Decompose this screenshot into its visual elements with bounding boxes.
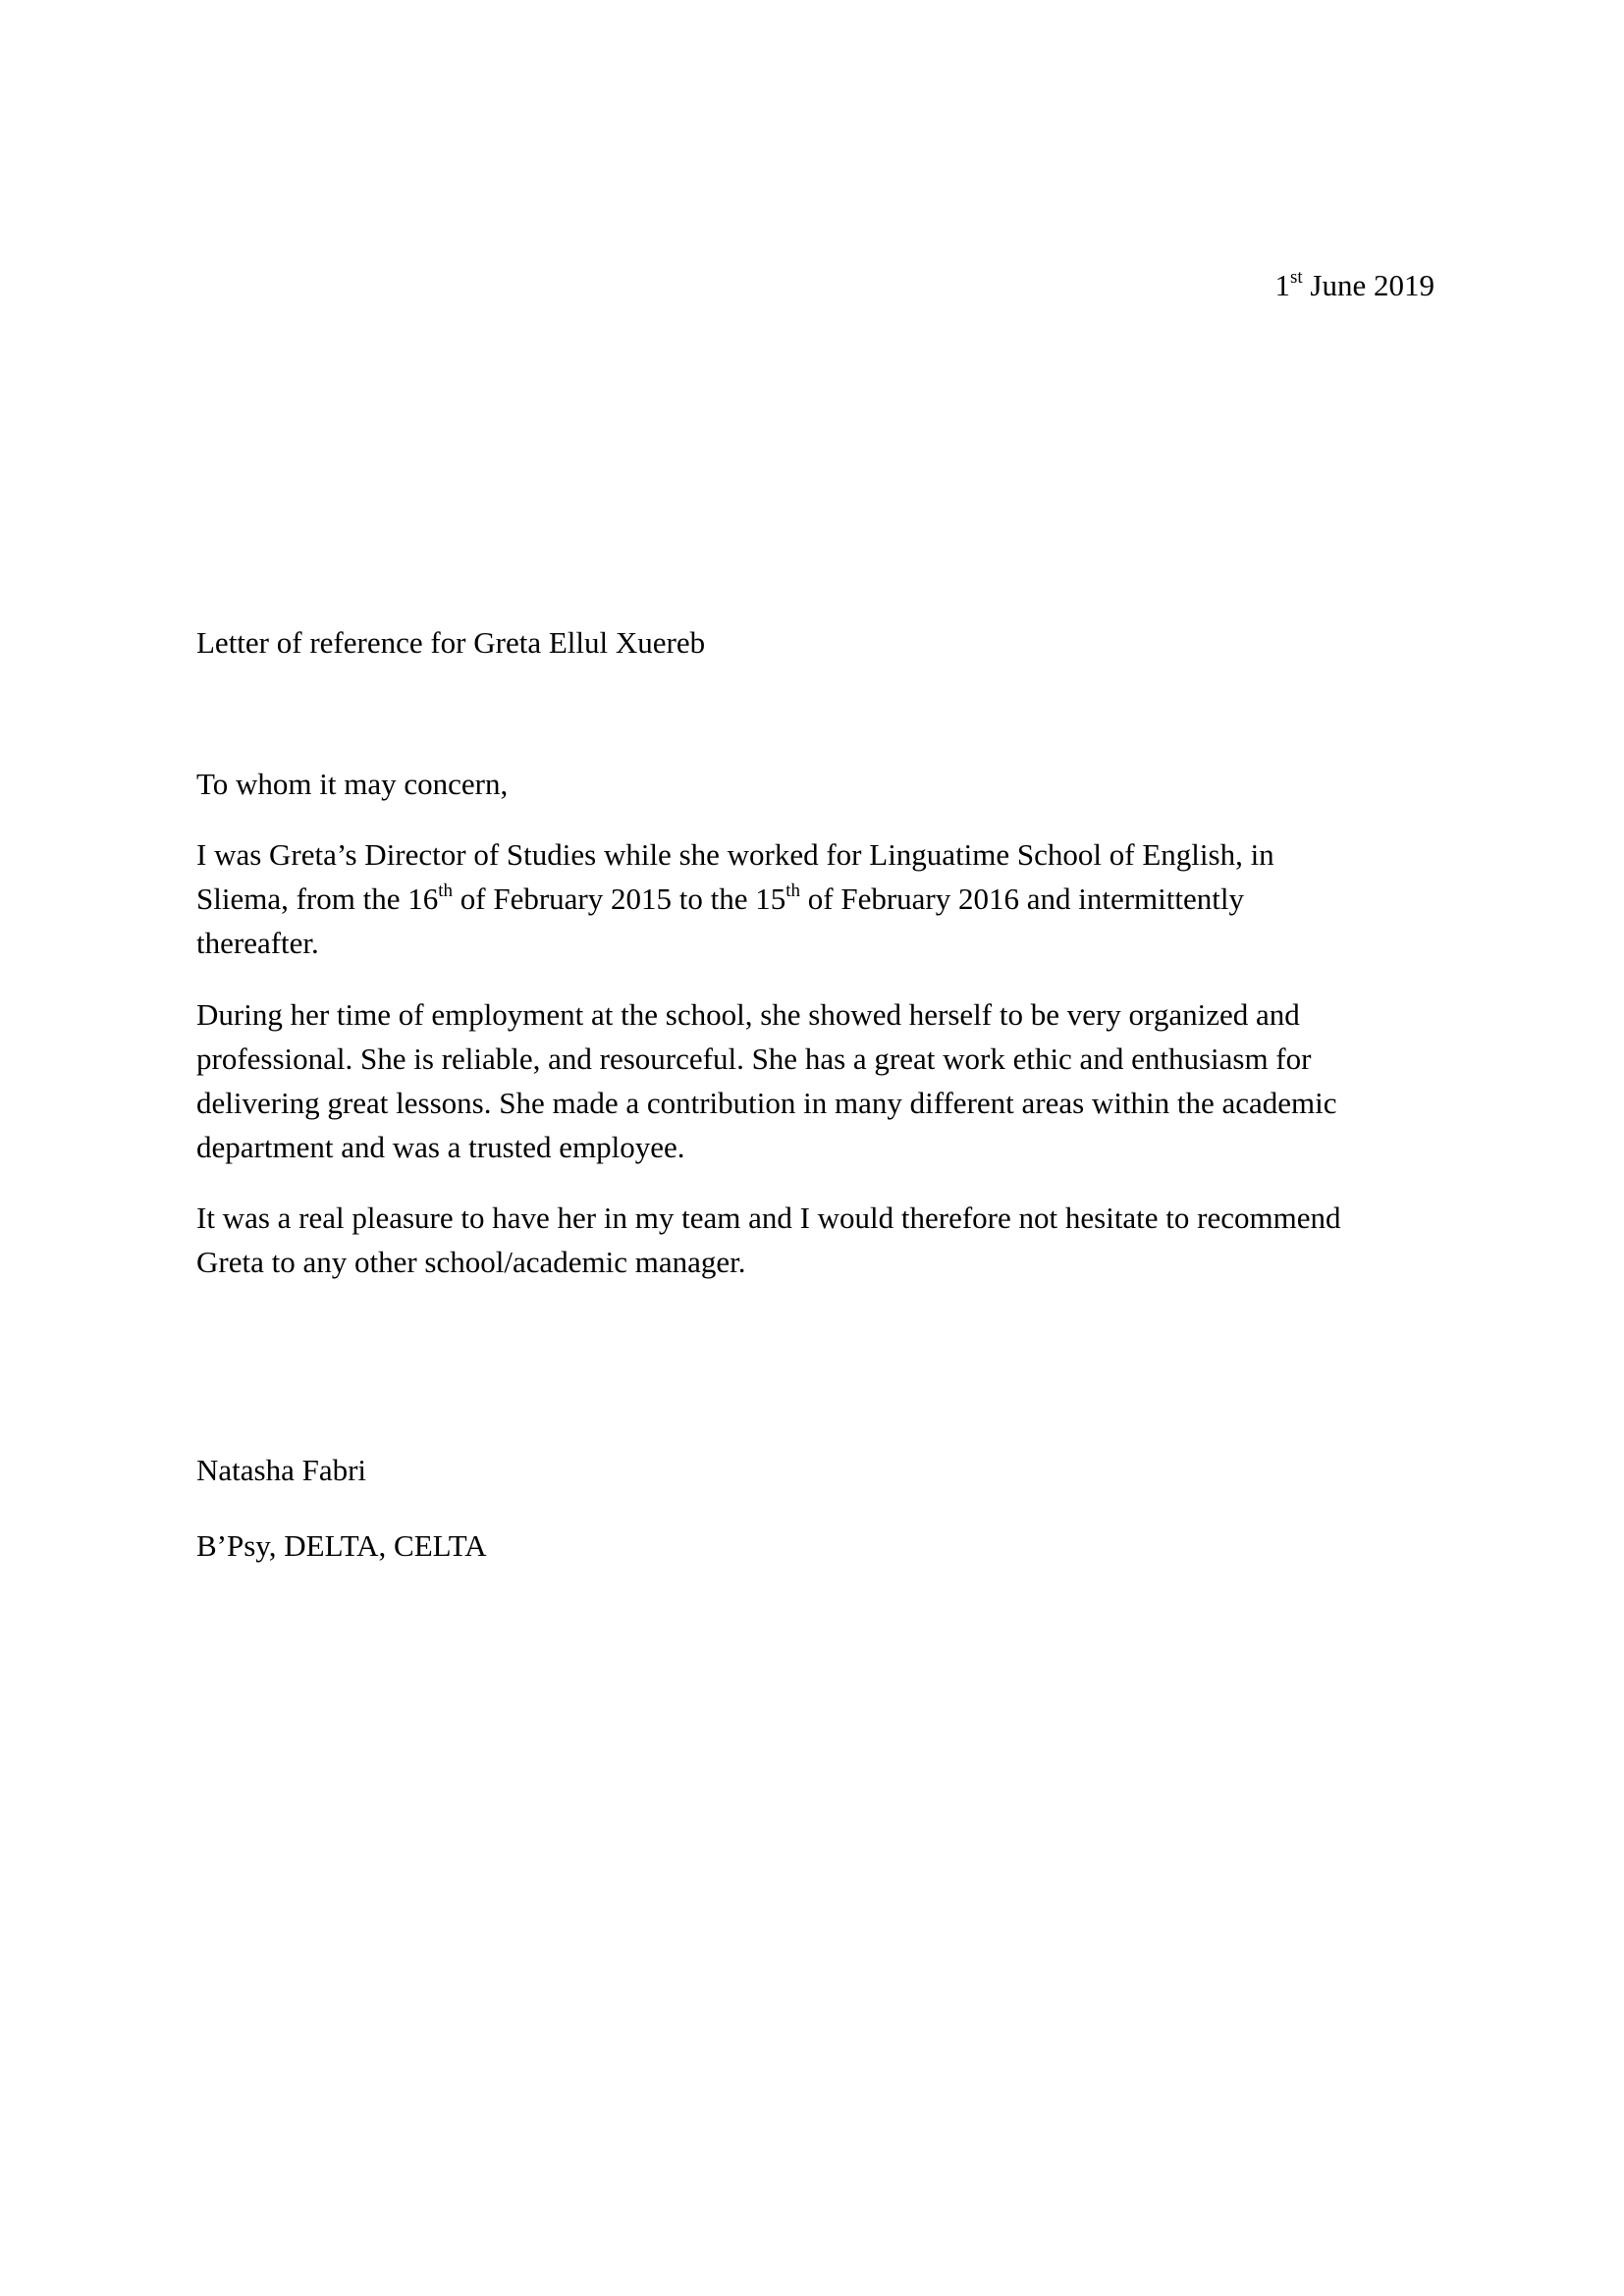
- paragraph-line: During her time of employment at the school, she showed herself to be very organized and: [196, 997, 1300, 1032]
- letter-salutation: To whom it may concern,: [196, 767, 509, 801]
- letter-subject: Letter of reference for Greta Ellul Xuereb: [196, 625, 706, 660]
- paragraph-line: I was Greta’s Director of Studies while she worked for Linguatime School of English, in: [196, 837, 1274, 872]
- paragraph-line: department and was a trusted employee.: [196, 1130, 685, 1164]
- signatory-name: Natasha Fabri: [196, 1453, 367, 1487]
- paragraph-line: [196, 877, 1435, 921]
- paragraph-recommendation: [196, 1196, 1435, 1284]
- paragraph-line: Greta to any other school/academic manager.: [196, 1245, 746, 1279]
- paragraph-line: professional. She is reliable, and resourceful. She has a great work ethic and enthusiasm for: [196, 1041, 1312, 1076]
- signatory-qualifications: B’Psy, DELTA, CELTA: [196, 1528, 487, 1563]
- paragraph-line: It was a real pleasure to have her in my team and I would therefore not hesitate to recommend: [196, 1201, 1341, 1235]
- paragraph-qualities: [196, 992, 1435, 1169]
- text-fragment: Sliema, from the 16: [196, 881, 439, 916]
- paragraph-line: delivering great lessons. She made a contribution in many different areas within the academic: [196, 1086, 1337, 1120]
- text-fragment: of February 2016 and intermittently: [800, 881, 1244, 916]
- paragraph-line: thereafter.: [196, 926, 319, 960]
- ordinal-suffix: th: [785, 881, 801, 901]
- date-rest: June 2019: [1302, 268, 1435, 302]
- text-fragment: of February 2015 to the 15: [453, 881, 786, 916]
- letter-date: [1274, 263, 1435, 307]
- paragraph-employment: [196, 832, 1435, 965]
- ordinal-suffix: th: [438, 881, 454, 901]
- date-day: 1: [1274, 268, 1290, 302]
- date-day-suffix: st: [1289, 267, 1303, 288]
